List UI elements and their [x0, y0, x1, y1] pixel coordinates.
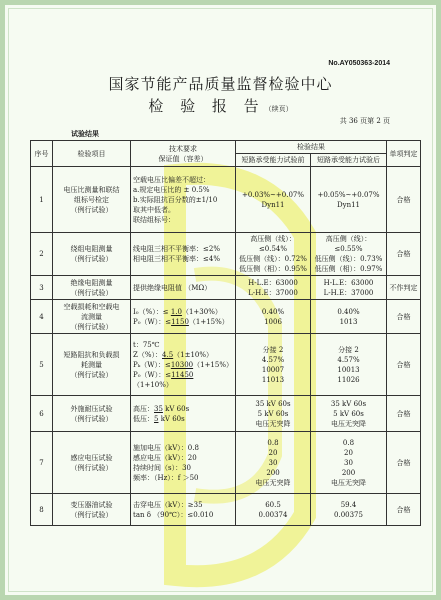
requirement-line	[133, 317, 233, 327]
item-line: 耗测量	[81, 360, 102, 369]
item-line: 空载损耗和空载电	[63, 302, 120, 311]
item-line: （例行试验）	[70, 288, 113, 297]
result-line: 20	[268, 448, 278, 457]
requirement-line	[133, 307, 233, 317]
cell-verdict: 合格	[387, 233, 421, 276]
report-title	[5, 95, 436, 116]
requirement-line	[133, 340, 233, 350]
cell-verdict: 不作判定	[387, 276, 421, 300]
cell-seq: 1	[31, 167, 53, 233]
item-line: （例行试验）	[70, 414, 113, 423]
requirement-line: 空载电压比偏差不超过：	[133, 175, 210, 184]
requirement-post: kV 60s	[158, 414, 185, 423]
table-row	[31, 276, 421, 300]
requirement-line	[133, 414, 233, 424]
requirement-pre: 高压：	[133, 404, 154, 413]
item-line: 电压比测量和联结	[63, 185, 120, 194]
requirement-u: 11450	[171, 370, 194, 379]
cell-before	[236, 300, 311, 334]
result-line: 0.40%	[261, 307, 285, 316]
result-line: +0.03%~+0.07%	[241, 190, 305, 199]
cell-requirement	[131, 167, 236, 233]
requirement-pre: I₀（%）：≤	[133, 307, 171, 316]
cell-seq: 5	[31, 334, 53, 396]
result-line: 35 kV 60s	[330, 399, 367, 408]
table-row	[31, 167, 421, 233]
requirement-post: kV 60s	[162, 404, 190, 413]
requirement-post: （1+15%）	[193, 360, 233, 369]
item-line: （例行试验）	[70, 510, 113, 519]
cell-requirement	[131, 396, 236, 432]
table-row	[31, 494, 421, 526]
item-line: 绕组电阻测量	[70, 245, 113, 253]
item-line: （例行试验）	[70, 463, 113, 472]
cell-requirement	[131, 300, 236, 334]
requirement-line: 相电阻三相不平衡率：≤4%	[133, 255, 220, 263]
result-line: 分接 2	[338, 345, 359, 354]
table-row	[31, 300, 421, 334]
item-line: （例行试验）	[70, 255, 113, 263]
result-line: L-H.E：37000	[248, 288, 298, 297]
requirement-u: 35	[154, 404, 163, 413]
cell-seq: 8	[31, 494, 53, 526]
item-line: （例行试验）	[70, 370, 113, 379]
result-line: H-L.E：63000	[248, 278, 298, 287]
requirement-line: 取其中低者。	[133, 205, 175, 214]
result-line: Dyn11	[261, 200, 285, 209]
result-line: Dyn11	[337, 200, 360, 209]
cell-requirement	[131, 276, 236, 300]
requirement-post: （1+10%）	[133, 380, 173, 389]
result-line: 0.8	[342, 438, 355, 447]
cell-seq: 7	[31, 432, 53, 494]
cell-before	[236, 432, 311, 494]
result-line: 200	[266, 468, 280, 477]
result-line: 分接 2	[262, 345, 284, 354]
requirement-line	[133, 360, 233, 370]
requirement-post: （1+15%）	[188, 317, 229, 326]
item-line: 组标号检定	[74, 195, 109, 204]
section-title: 试验结果	[71, 129, 99, 138]
cell-verdict: 合格	[387, 334, 421, 396]
requirement-u: 1150	[171, 317, 189, 326]
cell-after	[311, 276, 387, 300]
organization-name: 国家节能产品质量监督检验中心	[108, 75, 333, 93]
result-line: 30	[344, 458, 353, 467]
cell-requirement	[131, 494, 236, 526]
header-verdict: 单项判定	[387, 141, 421, 167]
result-line: 低压侧（相）：0.95%	[239, 265, 307, 273]
requirement-line: 击穿电压（kV）：≥35	[133, 500, 203, 509]
header-req-line2: 保证值（容差）	[158, 154, 208, 163]
result-line: 电压无突降	[331, 419, 366, 428]
result-line: 0.8	[267, 438, 279, 447]
header-row	[31, 141, 421, 154]
results-body	[31, 167, 421, 526]
requirement-line: 线电阻三相不平衡率：≤2%	[133, 245, 220, 253]
item-line: 感应电压试验	[70, 453, 113, 462]
cell-before	[236, 233, 311, 276]
requirement-pre: P₀（W）：≤	[133, 317, 172, 326]
result-line: 10007	[261, 365, 285, 374]
requirement-pre: t：75℃	[133, 340, 160, 349]
result-line: 35 kV 60s	[255, 399, 291, 408]
cell-requirement	[131, 432, 236, 494]
cell-verdict: 合格	[387, 396, 421, 432]
cell-before	[236, 167, 311, 233]
header-after: 短路承受能力试验后	[311, 154, 387, 167]
result-line: 20	[344, 448, 353, 457]
requirement-pre: Pₖ（W）：≤	[133, 360, 171, 369]
result-line: 10013	[337, 365, 360, 374]
header-result: 检验结果	[236, 141, 387, 154]
cell-verdict: 合格	[387, 300, 421, 334]
result-line: 0.00375	[334, 510, 363, 519]
result-line: 4.57%	[337, 355, 360, 364]
cell-item	[53, 276, 131, 300]
table-row	[31, 432, 421, 494]
result-line: 5 kV 60s	[257, 409, 289, 418]
result-line: 11013	[261, 375, 285, 384]
requirement-u: 1.0	[170, 307, 182, 316]
cell-verdict: 合格	[387, 167, 421, 233]
cell-after	[311, 233, 387, 276]
requirement-line	[133, 404, 233, 414]
cell-after	[311, 167, 387, 233]
cell-seq: 6	[31, 396, 53, 432]
requirement-post: （1+30%）	[181, 307, 222, 316]
result-line: L-H.E：37000	[323, 288, 374, 297]
cell-before	[236, 276, 311, 300]
item-line: 外施耐压试验	[70, 404, 113, 413]
requirement-u: 10300	[170, 360, 194, 369]
cell-verdict: 合格	[387, 494, 421, 526]
cell-item	[53, 334, 131, 396]
requirement-line: a.规定电压比的 ± 0.5%	[133, 185, 210, 194]
result-line: 低压侧（线）：0.73%	[314, 255, 383, 263]
result-line: 200	[341, 468, 356, 477]
result-line: 低压侧（相）：0.97%	[314, 265, 383, 273]
requirement-line: 感应电压（kV）：20	[133, 453, 197, 462]
header-before: 短路承受能力试验前	[236, 154, 311, 167]
item-line: 变压器油试验	[70, 500, 113, 509]
item-line: 短路阻抗和负载损	[63, 350, 120, 359]
cell-after	[311, 432, 387, 494]
requirement-pre: Z（%）：	[133, 350, 163, 359]
cell-before	[236, 396, 311, 432]
cell-item	[53, 300, 131, 334]
cell-requirement	[131, 334, 236, 396]
result-line: 电压无突降	[331, 478, 366, 487]
result-line: H-L.E：63000	[323, 278, 374, 287]
result-line: 1013	[339, 317, 358, 326]
cell-after	[311, 494, 387, 526]
result-line: 4.57%	[261, 355, 285, 364]
item-line: （例行试验）	[70, 205, 113, 214]
cell-seq: 2	[31, 233, 53, 276]
requirement-u: 4.5	[162, 350, 174, 359]
requirement-pre: P₀（W）：≤	[133, 370, 172, 379]
requirement-line	[133, 350, 233, 360]
table-row	[31, 233, 421, 276]
requirement-line: 频率：（Hz）：f ＞50	[133, 473, 199, 482]
result-line: 电压无突降	[255, 478, 291, 487]
header-requirement	[131, 141, 236, 167]
header-item: 检验项目	[53, 141, 131, 167]
requirement-line: b.实际阻抗百分数的±1/10	[133, 195, 218, 204]
result-line: 59.4	[340, 500, 357, 509]
cell-after	[311, 396, 387, 432]
cell-requirement	[131, 233, 236, 276]
cell-item	[53, 432, 131, 494]
requirement-u: 5	[154, 414, 159, 423]
cell-before	[236, 334, 311, 396]
item-line: 绝缘电阻测量	[70, 278, 113, 287]
result-line: +0.05%~+0.07%	[317, 190, 380, 199]
result-line: 0.00374	[258, 510, 288, 519]
page-info: 共 36 页第 2 页	[339, 117, 390, 125]
requirement-pre: 低压：	[133, 414, 154, 423]
result-line: 高压侧（线）：≤0.54%	[250, 235, 296, 253]
results-table	[30, 140, 421, 526]
cell-item	[53, 233, 131, 276]
cell-item	[53, 494, 131, 526]
cell-seq: 4	[31, 300, 53, 334]
result-line: 高压侧（线）：≤0.55%	[325, 235, 372, 253]
result-line: 5 kV 60s	[333, 409, 364, 418]
cell-seq: 3	[31, 276, 53, 300]
result-line: 1006	[264, 317, 282, 326]
result-line: 0.40%	[337, 307, 360, 316]
table-row	[31, 396, 421, 432]
cell-after	[311, 334, 387, 396]
requirement-post: （1±10%）	[173, 350, 214, 359]
result-line: 60.5	[265, 500, 281, 509]
result-line: 30	[268, 458, 278, 467]
item-line: （例行试验）	[70, 322, 113, 331]
requirement-line: 联结组标号：	[133, 215, 175, 224]
cell-item	[53, 167, 131, 233]
table-row	[31, 334, 421, 396]
item-line: 流测量	[81, 312, 102, 321]
result-line: 11026	[337, 375, 360, 384]
requirement-line: 施加电压（kV）：0.8	[133, 443, 199, 452]
requirement-line: 提供绝缘电阻值 （MΩ）	[133, 283, 212, 292]
report-number: No.AY050363-2014	[328, 60, 390, 67]
result-line: 低压侧（线）：0.72%	[239, 255, 307, 263]
report-title-text: 检 验 报 告	[148, 97, 265, 115]
header-req-line1: 技术要求	[169, 144, 197, 153]
title-suffix: （续页）	[264, 105, 293, 113]
requirement-line: tan δ （90℃）：≤0.010	[133, 510, 214, 519]
result-line: 电压无突降	[255, 419, 291, 428]
cell-after	[311, 300, 387, 334]
cell-before	[236, 494, 311, 526]
cell-item	[53, 396, 131, 432]
cell-verdict: 合格	[387, 432, 421, 494]
header-seq: 序号	[31, 141, 53, 167]
requirement-line	[133, 370, 233, 390]
requirement-line: 持续时间（s）：30	[133, 463, 191, 472]
